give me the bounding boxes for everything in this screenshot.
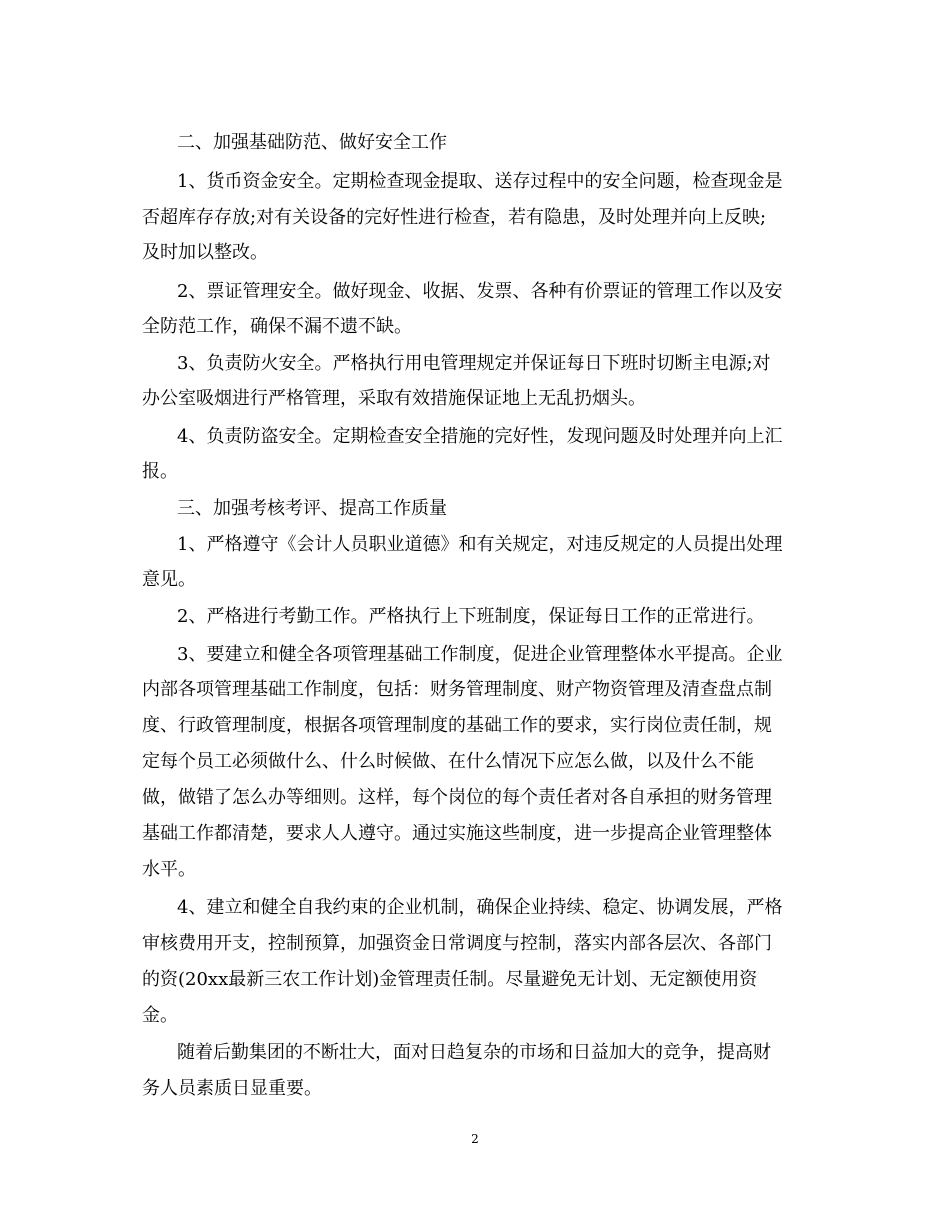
paragraph-line: 否超库存存放;对有关设备的完好性进行检查，若有隐患，及时处理并向上反映; [142,207,767,228]
paragraph-line: 4、建立和健全自我约束的企业机制，确保企业持续、稳定、协调发展，严格 [177,897,783,918]
paragraph-line: 1、严格遵守《会计人员职业道德》和有关规定，对违反规定的人员提出处理 [177,534,783,555]
paragraph-line: 3、负责防火安全。严格执行用电管理规定并保证每日下班时切断主电源;对 [177,353,771,374]
paragraph-line: 务人员素质日显重要。 [142,1078,322,1099]
paragraph-line: 水平。 [142,859,196,880]
paragraph-line: 做，做错了怎么办等细则。这样，每个岗位的每个责任者对各自承担的财务管理 [142,787,772,808]
paragraph-line: 4、负责防盗安全。定期检查安全措施的完好性，发现问题及时处理并向上汇 [177,426,783,447]
paragraph-line: 2、票证管理安全。做好现金、收据、发票、各种有价票证的管理工作以及安 [177,281,783,302]
paragraph-line: 的资(20xx最新三农工作计划)金管理责任制。尽量避免无计划、无定额使用资 [142,969,758,990]
paragraph-line: 金。 [142,1005,178,1026]
paragraph-line: 全防范工作，确保不漏不遗不缺。 [142,316,412,337]
paragraph-line: 审核费用开支，控制预算，加强资金日常调度与控制，落实内部各层次、各部门 [142,933,772,954]
paragraph-line: 意见。 [142,569,196,590]
section-heading-2: 二、加强基础防范、做好安全工作 [177,132,447,153]
paragraph-line: 办公室吸烟进行严格管理，采取有效措施保证地上无乱扔烟头。 [142,388,646,409]
paragraph-line: 随着后勤集团的不断壮大，面对日趋复杂的市场和日益加大的竞争，提高财 [177,1042,771,1063]
paragraph-line: 3、要建立和健全各项管理基础工作制度，促进企业管理整体水平提高。企业 [177,644,783,665]
paragraph-line: 及时加以整改。 [142,242,268,263]
paragraph-line: 定每个员工必须做什么、什么时候做、在什么情况下应怎么做，以及什么不能 [142,751,754,772]
paragraph-line: 内部各项管理基础工作制度，包括：财务管理制度、财产物资管理及清查盘点制 [142,679,772,700]
paragraph-line: 基础工作都清楚，要求人人遵守。通过实施这些制度，进一步提高企业管理整体 [142,823,772,844]
paragraph-line: 1、货币资金安全。定期检查现金提取、送存过程中的安全问题，检查现金是 [177,171,783,192]
paragraph-line: 报。 [142,461,178,482]
paragraph-line: 度、行政管理制度，根据各项管理制度的基础工作的要求，实行岗位责任制，规 [142,715,772,736]
paragraph-line: 2、严格进行考勤工作。严格执行上下班制度，保证每日工作的正常进行。 [177,606,765,627]
section-heading-3: 三、加强考核考评、提高工作质量 [177,498,447,519]
page-number: 2 [471,1132,479,1146]
